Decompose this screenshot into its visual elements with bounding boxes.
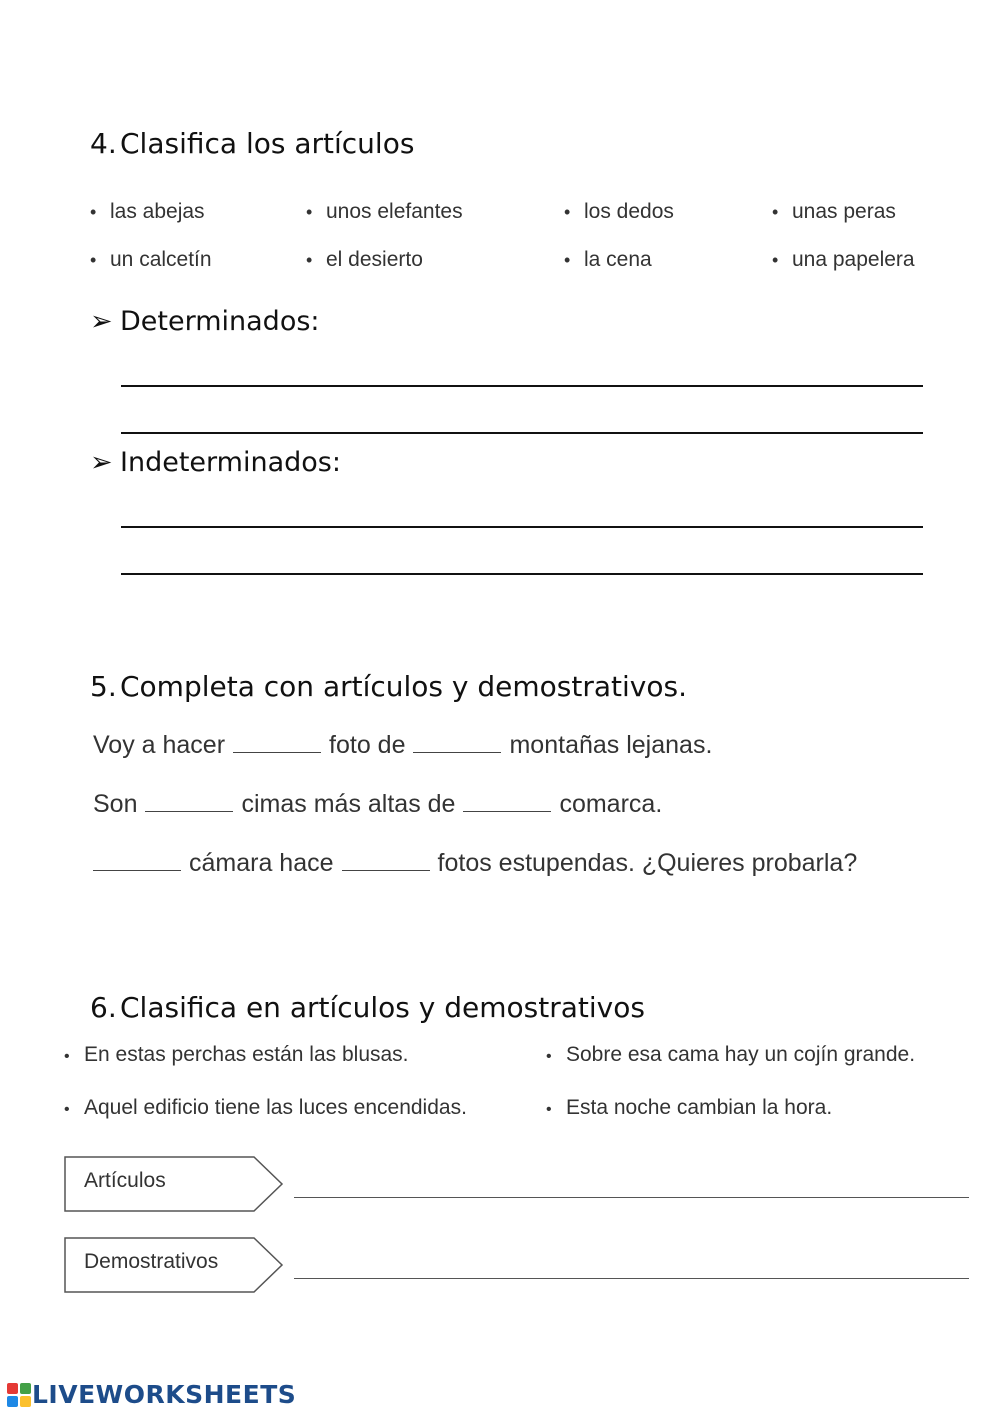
fill-blank[interactable] [145,810,233,812]
fill-blank[interactable] [233,751,321,753]
section-6-heading [90,991,645,1024]
sentence-line-3: cámara hace fotos estupendas. ¿Quieres probarla? [85,849,857,878]
indeterminados-label: ➢ Indeterminados: [90,447,341,478]
word-item: • los dedos [564,200,674,223]
section-number: 5. [90,670,117,703]
answer-line-indeterminados-1[interactable] [121,526,923,528]
fill-blank[interactable] [93,869,181,871]
answer-line-articulos[interactable] [294,1197,969,1198]
logo-text: LIVEWORKSHEETS [32,1380,297,1409]
word-item: • las abejas [90,200,205,223]
sentence-item: • Esta noche cambian la hora. [546,1096,833,1119]
logo-grid-icon [6,1382,32,1408]
answer-line-indeterminados-2[interactable] [121,573,923,575]
word-item: • unas peras [772,200,896,223]
section-5-heading [90,670,687,703]
word-item: • un calcetín [90,248,212,271]
tag-articulos: Artículos [64,1156,284,1212]
sentence-item: • Sobre esa cama hay un cojín grande. [546,1043,916,1066]
answer-line-demostrativos[interactable] [294,1278,969,1279]
section-number: 4. [90,127,117,160]
liveworksheets-logo [6,1380,296,1409]
word-item: • una papelera [772,248,915,271]
sentence-item: • En estas perchas están las blusas. [64,1043,409,1066]
tag-demostrativos: Demostrativos [64,1237,284,1293]
word-item: • unos elefantes [306,200,463,223]
word-item: • la cena [564,248,652,271]
answer-line-determinados-1[interactable] [121,385,923,387]
section-title: Completa con artículos y demostrativos. [120,670,687,703]
sentence-item: • Aquel edificio tiene las luces encendidas. [64,1096,467,1119]
section-4-heading [90,127,414,160]
determinados-label: ➢ Determinados: [90,306,320,337]
section-number: 6. [90,991,117,1024]
fill-blank[interactable] [463,810,551,812]
sentence-line-2: Son cimas más altas de comarca. [93,790,663,818]
sentence-line-1: Voy a hacer foto de montañas lejanas. [93,731,713,759]
section-title: Clasifica en artículos y demostrativos [120,991,645,1024]
arrow-icon: ➢ [90,447,113,478]
fill-blank[interactable] [413,751,501,753]
fill-blank[interactable] [342,869,430,871]
word-item: • el desierto [306,248,423,271]
answer-line-determinados-2[interactable] [121,432,923,434]
section-title: Clasifica los artículos [120,127,415,160]
arrow-icon: ➢ [90,306,113,337]
